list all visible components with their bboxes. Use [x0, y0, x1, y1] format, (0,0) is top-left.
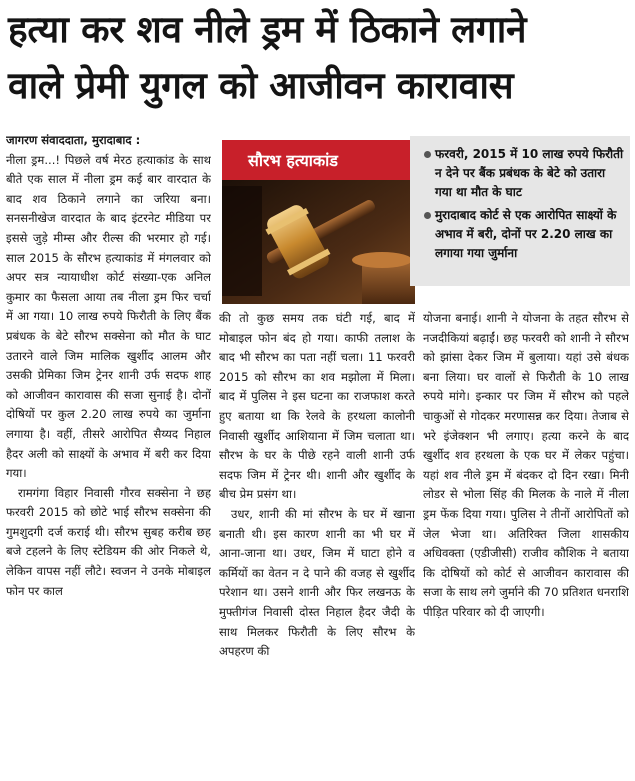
bullet-icon [424, 212, 431, 219]
highlights-box [410, 136, 630, 286]
article-column-3 [423, 309, 629, 779]
dateline: जागरण संवाददाता, मुरादाबाद : [6, 133, 141, 147]
highlight-item [424, 145, 624, 202]
gavel-icon [222, 180, 415, 304]
bullet-icon [424, 151, 431, 158]
column2-paragraph-2: उधर, शानी की मां सौरभ के घर में खाना बनाती थी। इस कारण शानी का भी घर में आना-जाना था। उधर, जिम में घाटा होने व कर्मियों का वेतन न दे पाने की वजह से खुर्शीद परेशान था। उसने शानी और फिर लखनऊ के मुफ्तीगंज निवासी दोस्त निहाल हैदर जैदी के साथ मिलकर फिरौती के लिए सौरभ के अपहरण की [219, 506, 415, 659]
highlight-text: फरवरी, 2015 में 10 लाख रुपये फिरौती न देने पर बैंक प्रबंधक के बेटे को उतारा गया था मौत के घाट [435, 147, 624, 199]
article-column-2 [219, 309, 415, 779]
column1-paragraph-2: रामगंगा विहार निवासी गौरव सक्सेना ने छह फरवरी 2015 को छोटे भाई सौरभ सक्सेना की गुमशुदगी दर्ज कराई थी। सौरभ सुबह करीब छह बजे टहलने के लिए स्टेडियम की ओर निकले थे, लेकिन वापस नहीं लौटे। स्वजन ने उनके मोबाइल फोन पर काल [6, 485, 211, 598]
highlight-item [424, 206, 624, 263]
article-column-1 [6, 131, 211, 779]
headline-line-2: वाले प्रेमी युगल को आजीवन कारावास [8, 64, 514, 107]
column3-paragraph-1: योजना बनाई। शानी ने योजना के तहत सौरभ से नजदीकियां बढ़ाईं। छह फरवरी को शानी ने सौरभ को झांसा देकर जिम में बुलाया। यहां उसे बंधक बना लिया। घर वालों से फिरौती के 10 लाख रुपये मांगे। इन्कार पर जिम में सौरभ को पहले चाकुओं से गोदकर मरणासन्न कर दिया। तेजाब से भरे इंजेक्शन भी लगाए। हत्या करने के बाद खुर्शीद शव हरथला के एक घर में लेकर पहुंचा। यहां शव नीले ड्रम में बंदकर दो दिन रखा। मिनी लोडर से भोला सिंह की मिलक के नाले में नीला ड्रम फेंक दिया गया। पुलिस ने तीनों आरोपितों को जेल भेजा था। अतिरिक्त जिला शासकीय अधिवक्ता (एडीजीसी) राजीव कौशिक ने बताया कि दोषियों को कोर्ट से आजीवन कारावास की सजा के साथ लगे जुर्माने की 70 प्रतिशत धनराशि पीड़ित परिवार को दी जाएगी। [423, 311, 629, 619]
headline [8, 2, 628, 114]
column1-paragraph-1: नीला ड्रम...! पिछले वर्ष मेरठ हत्याकांड के साथ बीते एक साल में नीला ड्रम कई बार वारदात के बाद शव ठिकाने लगाने का जरिया बना। सनसनीखेज वारदात के बाद इंटरनेट मीडिया पर इससे जुड़े मीम्स और रील्स की भरमार हो गई। साल 2015 के सौरभ हत्याकांड में मंगलवार को अपर सत्र न्यायाधीश कोर्ट संख्या-एक अनिल कुमार का फैसला आया तब नीला ड्रम फिर चर्चा में आ गया। 10 लाख रुपये फिरौती के लिए बैंक प्रबंधक के बेटे सौरभ सक्सेना को मौत के घाट उतारने वाले जिम मालिक खुर्शीद आलम और उसकी प्रेमिका जिम ट्रेनर शानी उर्फ सदफ शाह को आजीवन कारावास की सजा सुनाई है। दोनों दोषियों पर कुल 2.20 लाख रुपये का जुर्माना लगाया है। वहीं, तीसरे आरोपित सैय्यद निहाल हैदर अली को साक्ष्यों के अभाव में बरी कर दिया गया। [6, 152, 211, 481]
highlight-text: मुरादाबाद कोर्ट से एक आरोपित साक्ष्यों के अभाव में बरी, दोनों पर 2.20 लाख का लगाया गया जुर्माना [435, 208, 617, 260]
headline-line-1: हत्या कर शव नीले ड्रम में ठिकाने लगाने [8, 8, 527, 51]
section-tag-label: सौरभ हत्याकांड [248, 151, 338, 170]
news-photo [222, 180, 415, 304]
column2-paragraph-1: की तो कुछ समय तक घंटी गई, बाद में मोबाइल फोन बंद हो गया। काफी तलाश के बाद भी सौरभ का पता नहीं चला। 11 फरवरी 2015 को सौरभ का शव मझोला में मिला। बाद में पुलिस ने इस घटना का राजफाश करते हुए बताया था कि रेलवे के हरथला कालोनी निवासी खुर्शीद आशियाना में जिम चलाता था। सौरभ के घर के पीछे रहने वाली शानी उर्फ सदफ जिम में ट्रेनर थी। शानी और खुर्शीद के बीच प्रेम प्रसंग था। [219, 311, 415, 502]
section-tag [222, 140, 415, 180]
